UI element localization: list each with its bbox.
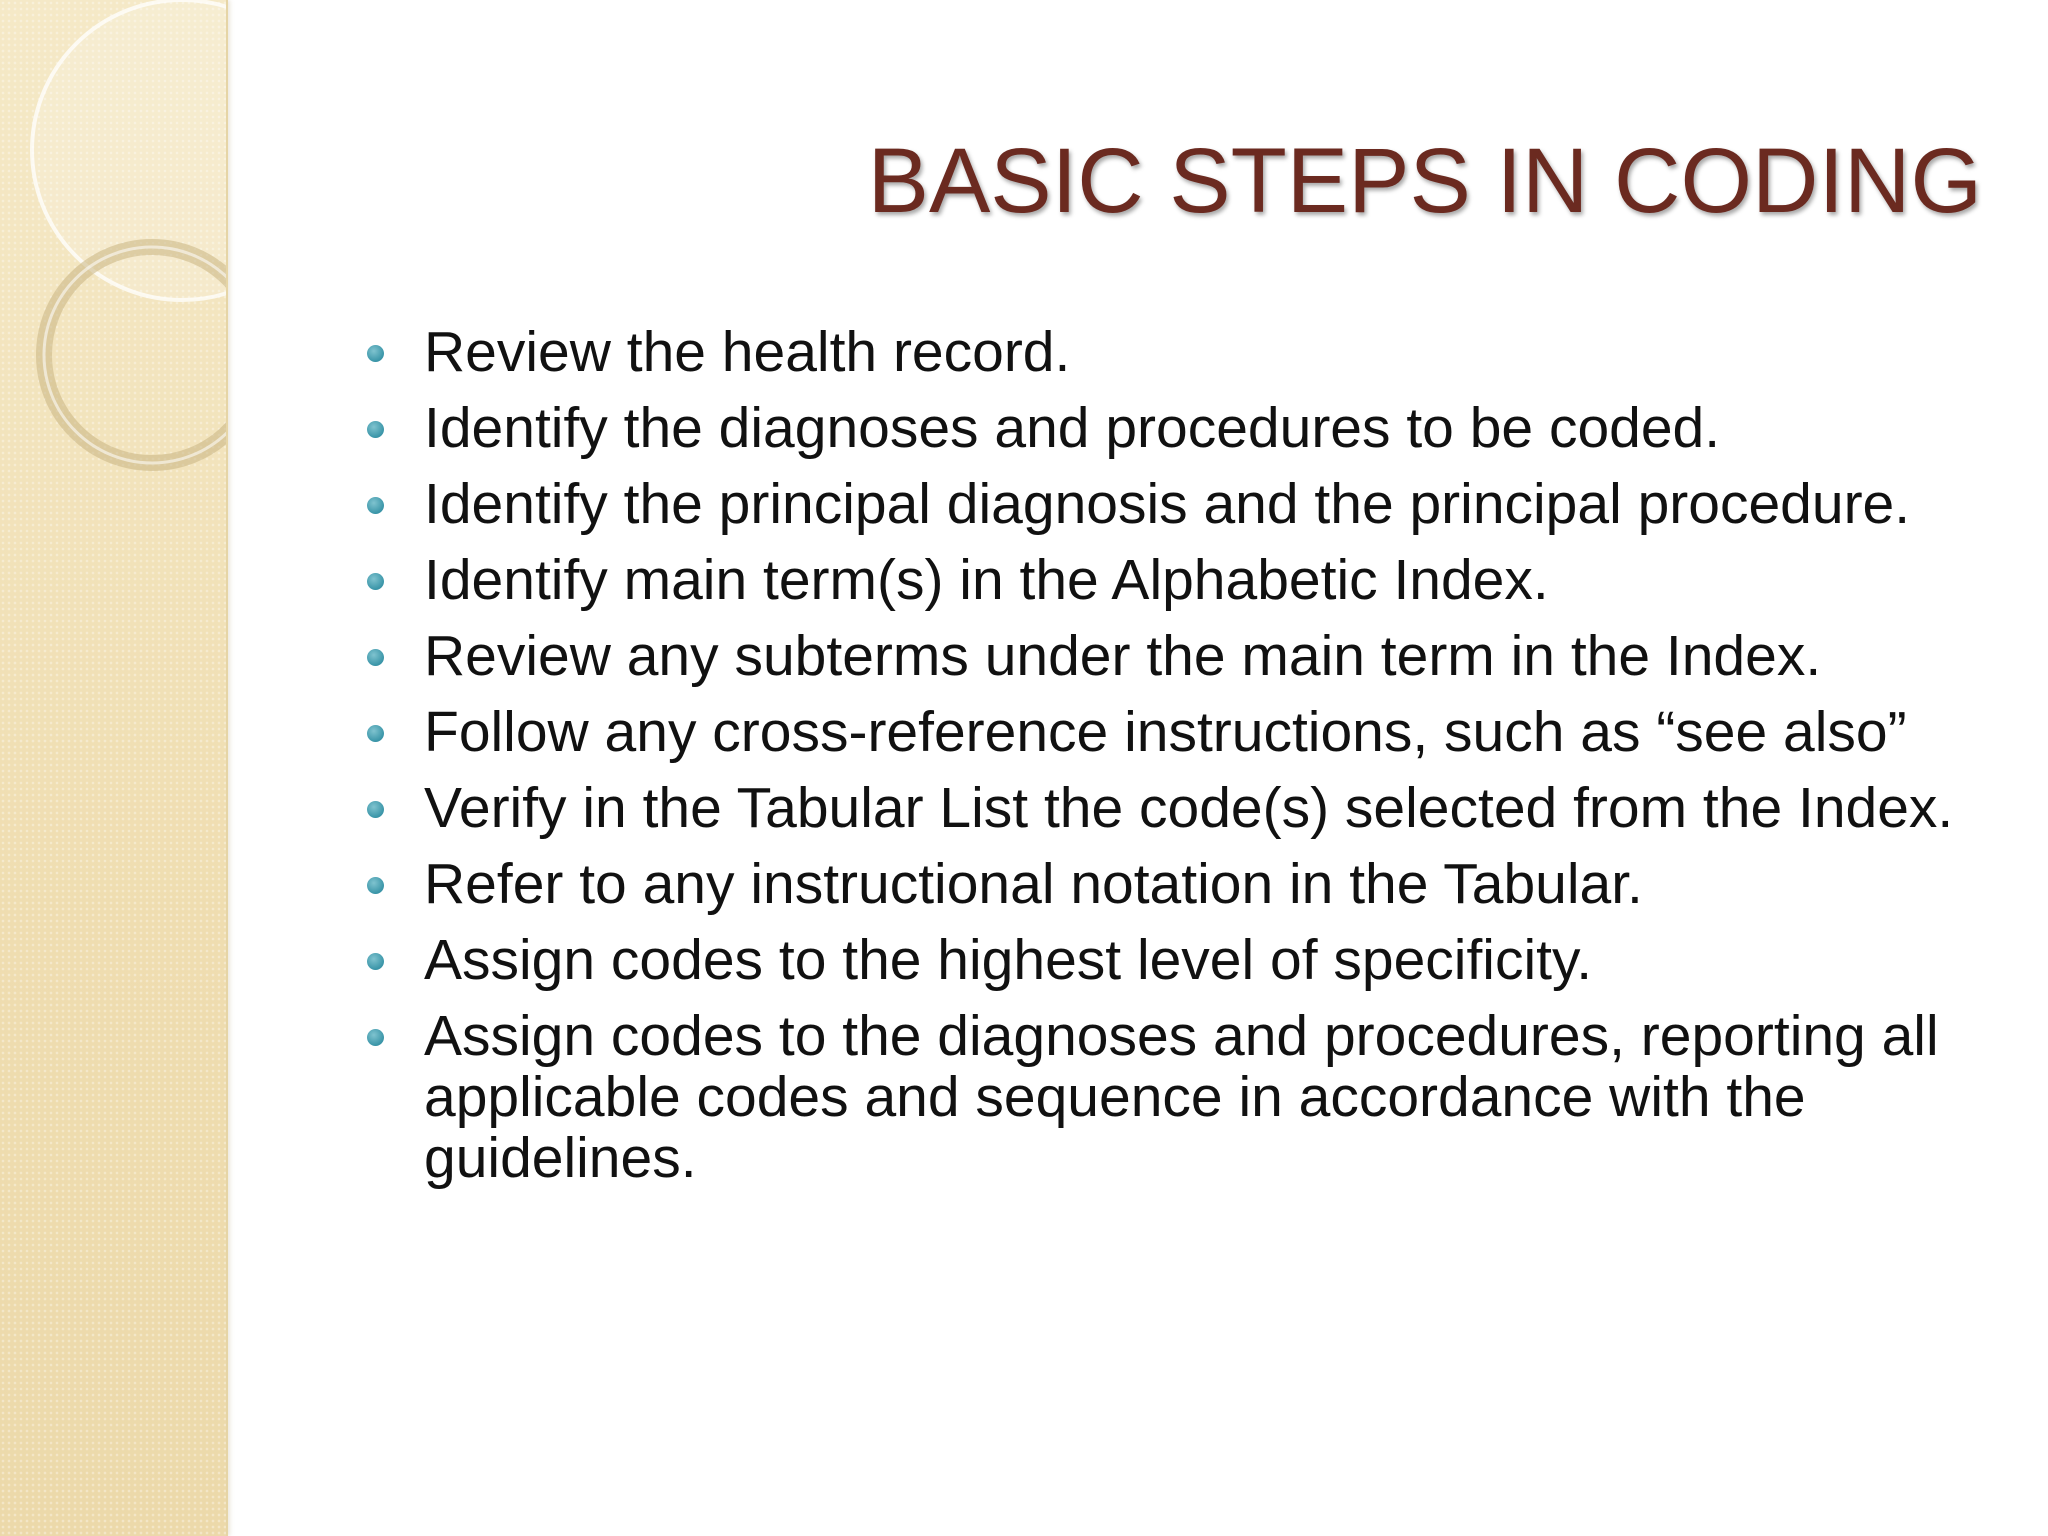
bullet-item [424,1006,1984,1189]
bullet-dot-icon [367,1029,384,1046]
bullet-text: Assign codes to the highest level of specificity. [424,928,1593,992]
bullet-item [424,854,1984,915]
bullet-item [424,702,1984,763]
bullet-dot-icon [367,801,384,818]
decorative-side-band [0,0,228,1536]
bullet-dot-icon [367,649,384,666]
bullet-text: Assign codes to the diagnoses and procedures, reporting all applicable codes and sequence in accordance with the guidelines. [424,1004,1939,1190]
bullet-dot-icon [367,345,384,362]
bullet-item [424,550,1984,611]
bullet-list [424,322,1984,1204]
bullet-dot-icon [367,725,384,742]
bullet-text: Verify in the Tabular List the code(s) selected from the Index. [424,776,1954,840]
bullet-item [424,398,1984,459]
bullet-dot-icon [367,877,384,894]
bullet-item [424,322,1984,383]
bullet-text: Refer to any instructional notation in the Tabular. [424,852,1643,916]
bullet-item [424,778,1984,839]
bullet-text: Follow any cross-reference instructions, such as “see also” [424,700,1907,764]
bullet-dot-icon [367,953,384,970]
bullet-item [424,474,1984,535]
bullet-dot-icon [367,573,384,590]
bullet-dot-icon [367,497,384,514]
slide-title: BASIC STEPS IN CODING [867,130,1982,232]
bullet-item [424,626,1984,687]
bullet-item [424,930,1984,991]
bullet-text: Review any subterms under the main term in the Index. [424,624,1822,688]
bullet-text: Review the health record. [424,320,1071,384]
bullet-dot-icon [367,421,384,438]
decorative-circles [0,0,226,520]
bullet-text: Identify main term(s) in the Alphabetic Index. [424,548,1549,612]
bullet-text: Identify the principal diagnosis and the principal procedure. [424,472,1911,536]
bullet-text: Identify the diagnoses and procedures to be coded. [424,396,1721,460]
